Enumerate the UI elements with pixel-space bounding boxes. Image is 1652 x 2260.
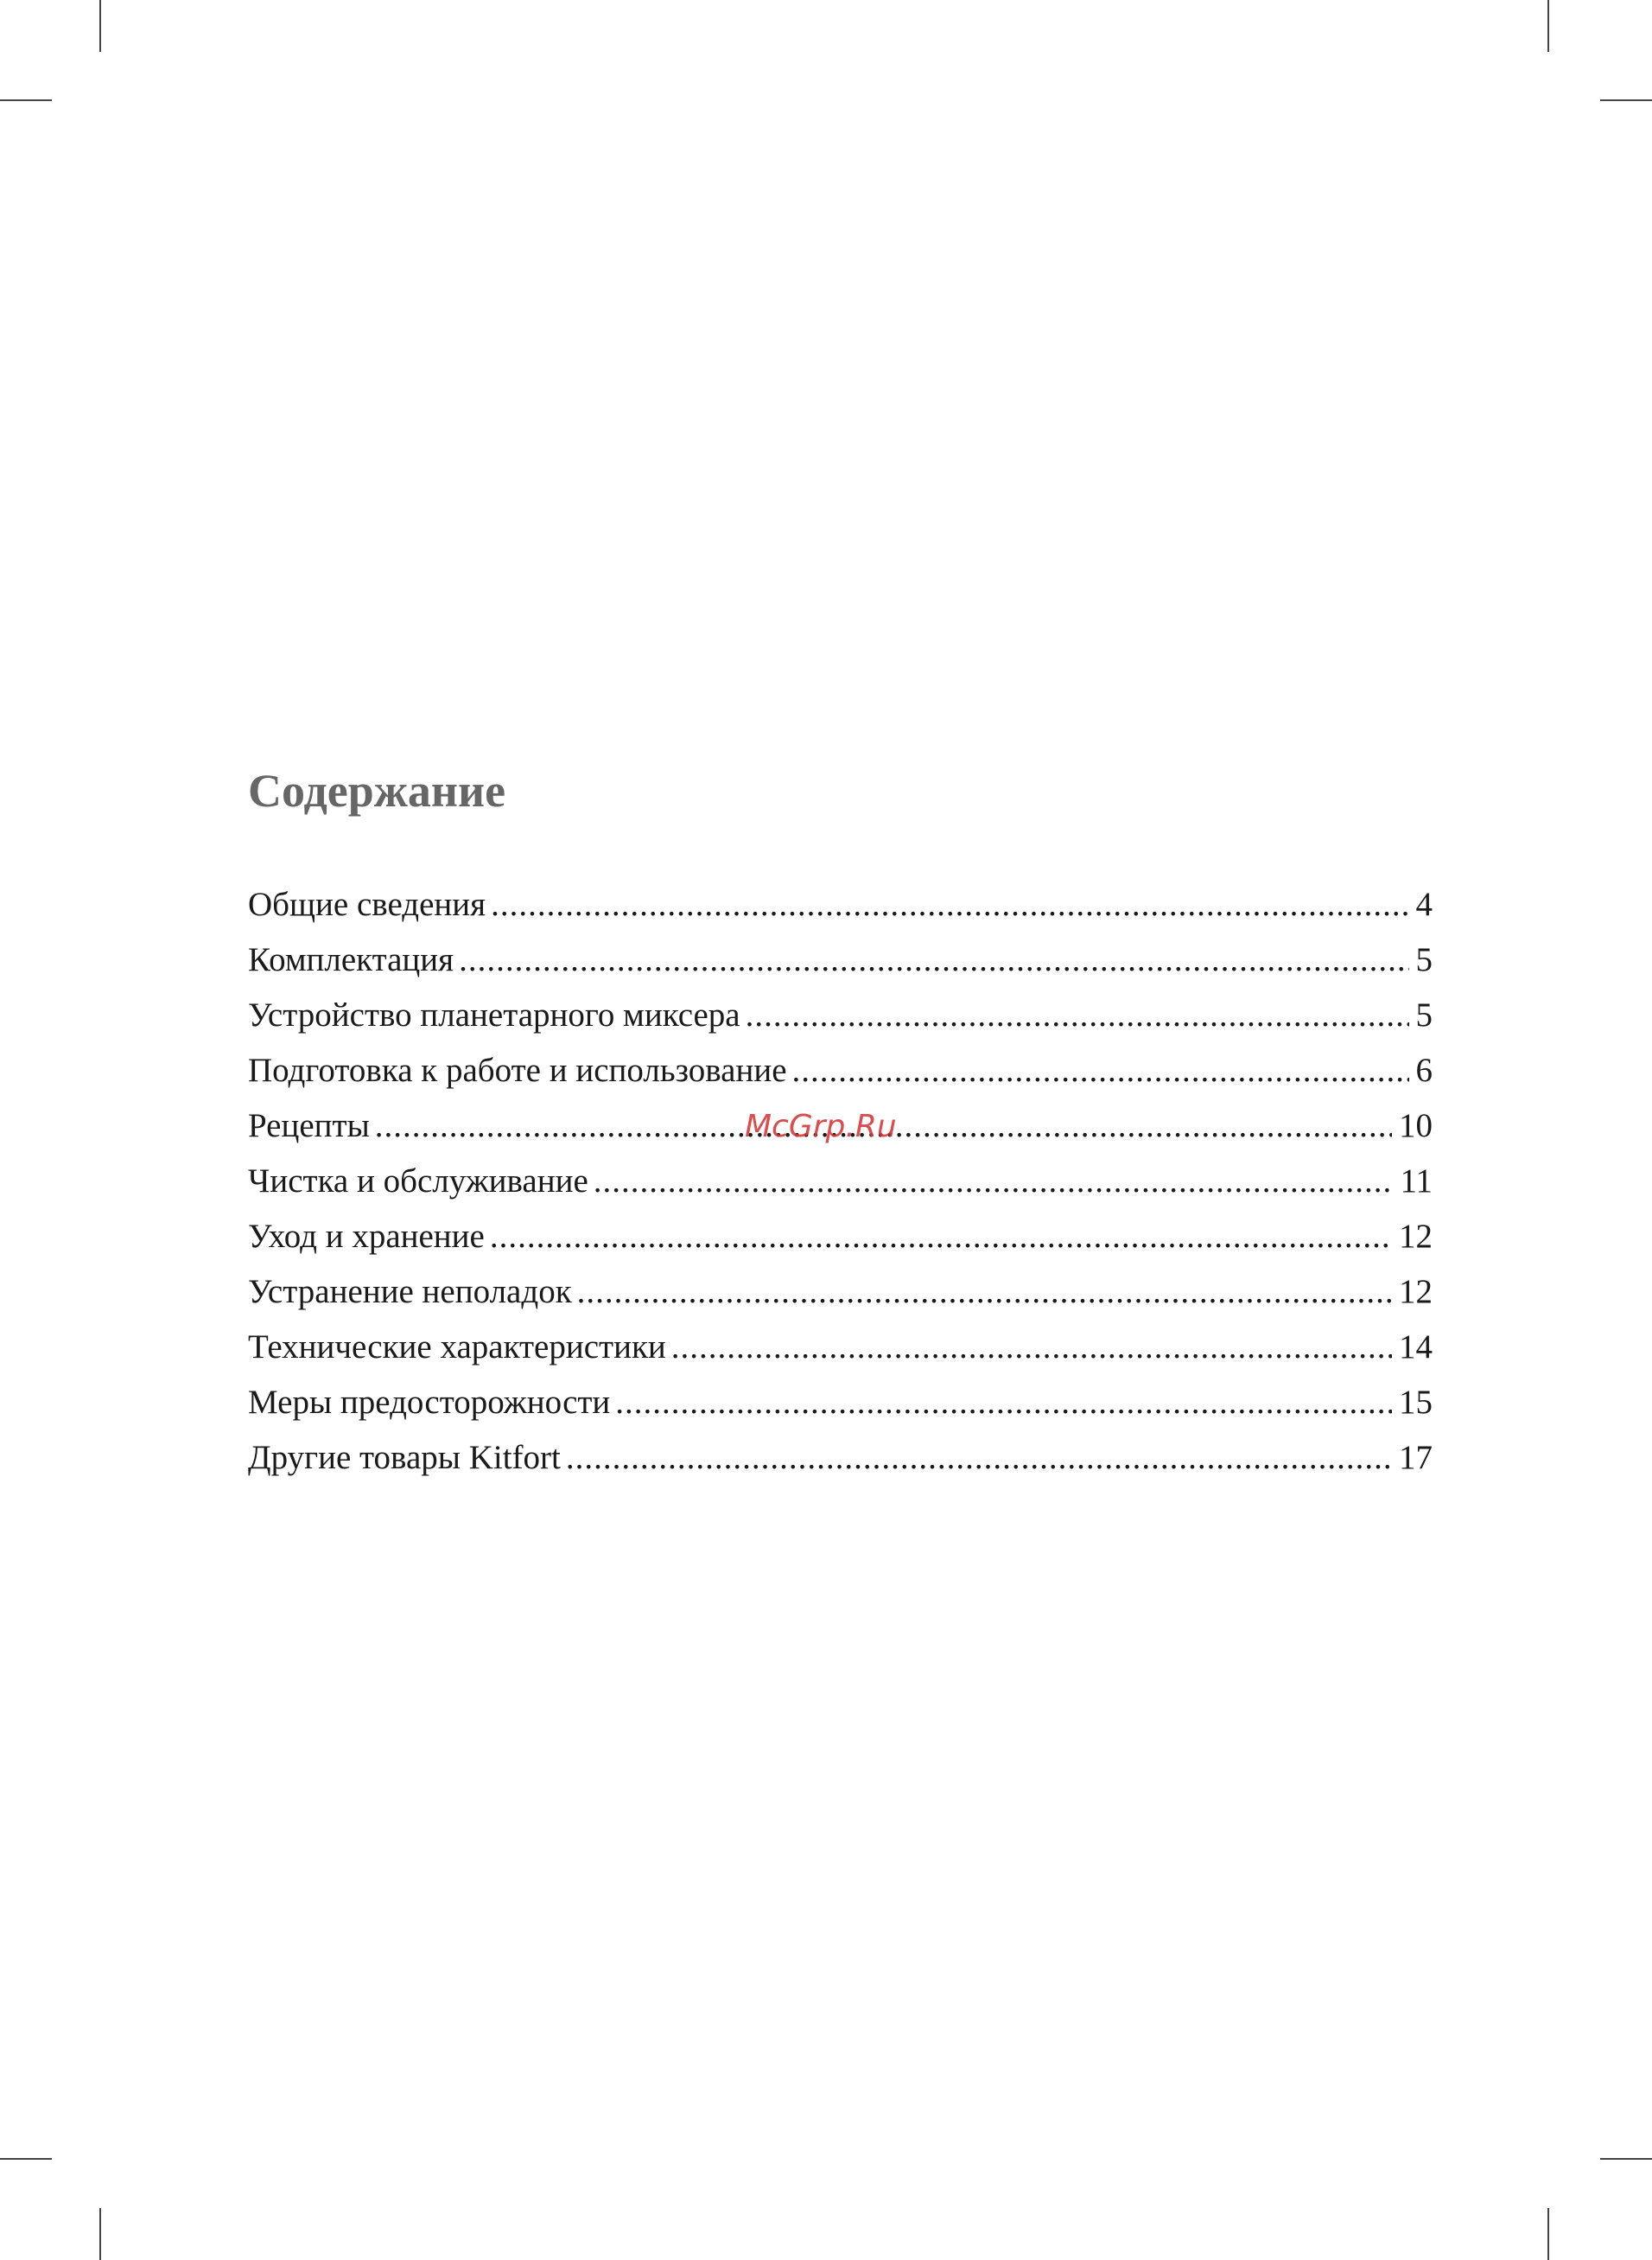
crop-mark-top-right-horizontal (1600, 99, 1652, 101)
toc-entry-label: Рецепты (248, 1107, 370, 1144)
toc-dot-leader (792, 1043, 1409, 1098)
toc-entry-care-and-storage[interactable] (248, 1209, 1433, 1264)
toc-entry-page: 5 (1415, 941, 1433, 978)
toc-dot-leader (490, 1209, 1392, 1264)
toc-entry-specifications[interactable] (248, 1320, 1433, 1375)
toc-entry-page: 4 (1415, 886, 1433, 923)
crop-mark-top-right-vertical (1547, 0, 1549, 52)
crop-mark-top-left-horizontal (0, 99, 52, 101)
toc-entry-page: 12 (1399, 1218, 1433, 1255)
toc-entry-page: 6 (1415, 1052, 1433, 1089)
crop-mark-bottom-right-horizontal (1600, 2158, 1652, 2160)
toc-entry-page: 5 (1415, 996, 1433, 1034)
crop-mark-top-left-vertical (99, 0, 101, 52)
toc-dot-leader (491, 877, 1408, 933)
toc-entry-label: Подготовка к работе и использование (248, 1052, 787, 1089)
toc-entry-page: 15 (1399, 1384, 1433, 1421)
toc-title: Содержание (248, 765, 506, 817)
watermark: McGrp.Ru (745, 1109, 897, 1144)
toc-entry-troubleshooting[interactable] (248, 1264, 1433, 1320)
toc-entry-page: 10 (1399, 1107, 1433, 1144)
toc-entry-package-contents[interactable] (248, 933, 1433, 988)
toc-dot-leader (577, 1264, 1392, 1320)
toc-list (248, 877, 1433, 1486)
toc-dot-leader (594, 1154, 1394, 1209)
toc-entry-other-products[interactable] (248, 1430, 1433, 1486)
toc-entry-general-info[interactable] (248, 877, 1433, 933)
crop-mark-bottom-left-vertical (99, 2208, 101, 2260)
toc-dot-leader (459, 933, 1408, 988)
toc-entry-page: 11 (1400, 1162, 1433, 1200)
toc-entry-preparation-and-use[interactable] (248, 1043, 1433, 1098)
toc-entry-label: Общие сведения (248, 886, 486, 923)
toc-dot-leader (566, 1430, 1392, 1486)
toc-dot-leader (746, 988, 1409, 1043)
crop-mark-bottom-right-vertical (1547, 2208, 1549, 2260)
crop-mark-bottom-left-horizontal (0, 2158, 52, 2160)
toc-dot-leader (615, 1375, 1392, 1430)
toc-entry-safety-precautions[interactable] (248, 1375, 1433, 1430)
toc-entry-label: Уход и хранение (248, 1218, 485, 1255)
toc-entry-page: 14 (1399, 1328, 1433, 1366)
toc-entry-cleaning-and-maintenance[interactable] (248, 1154, 1433, 1209)
toc-entry-mixer-structure[interactable] (248, 988, 1433, 1043)
toc-entry-page: 12 (1399, 1273, 1433, 1310)
toc-entry-label: Другие товары Kitfort (248, 1439, 561, 1476)
toc-entry-label: Устранение неполадок (248, 1273, 572, 1310)
toc-entry-label: Чистка и обслуживание (248, 1162, 588, 1200)
toc-entry-label: Меры предосторожности (248, 1384, 611, 1421)
toc-entry-label: Устройство планетарного миксера (248, 996, 740, 1034)
toc-entry-page: 17 (1399, 1439, 1433, 1476)
toc-entry-label: Комплектация (248, 941, 454, 978)
toc-entry-label: Технические характеристики (248, 1328, 666, 1366)
toc-dot-leader (671, 1320, 1392, 1375)
